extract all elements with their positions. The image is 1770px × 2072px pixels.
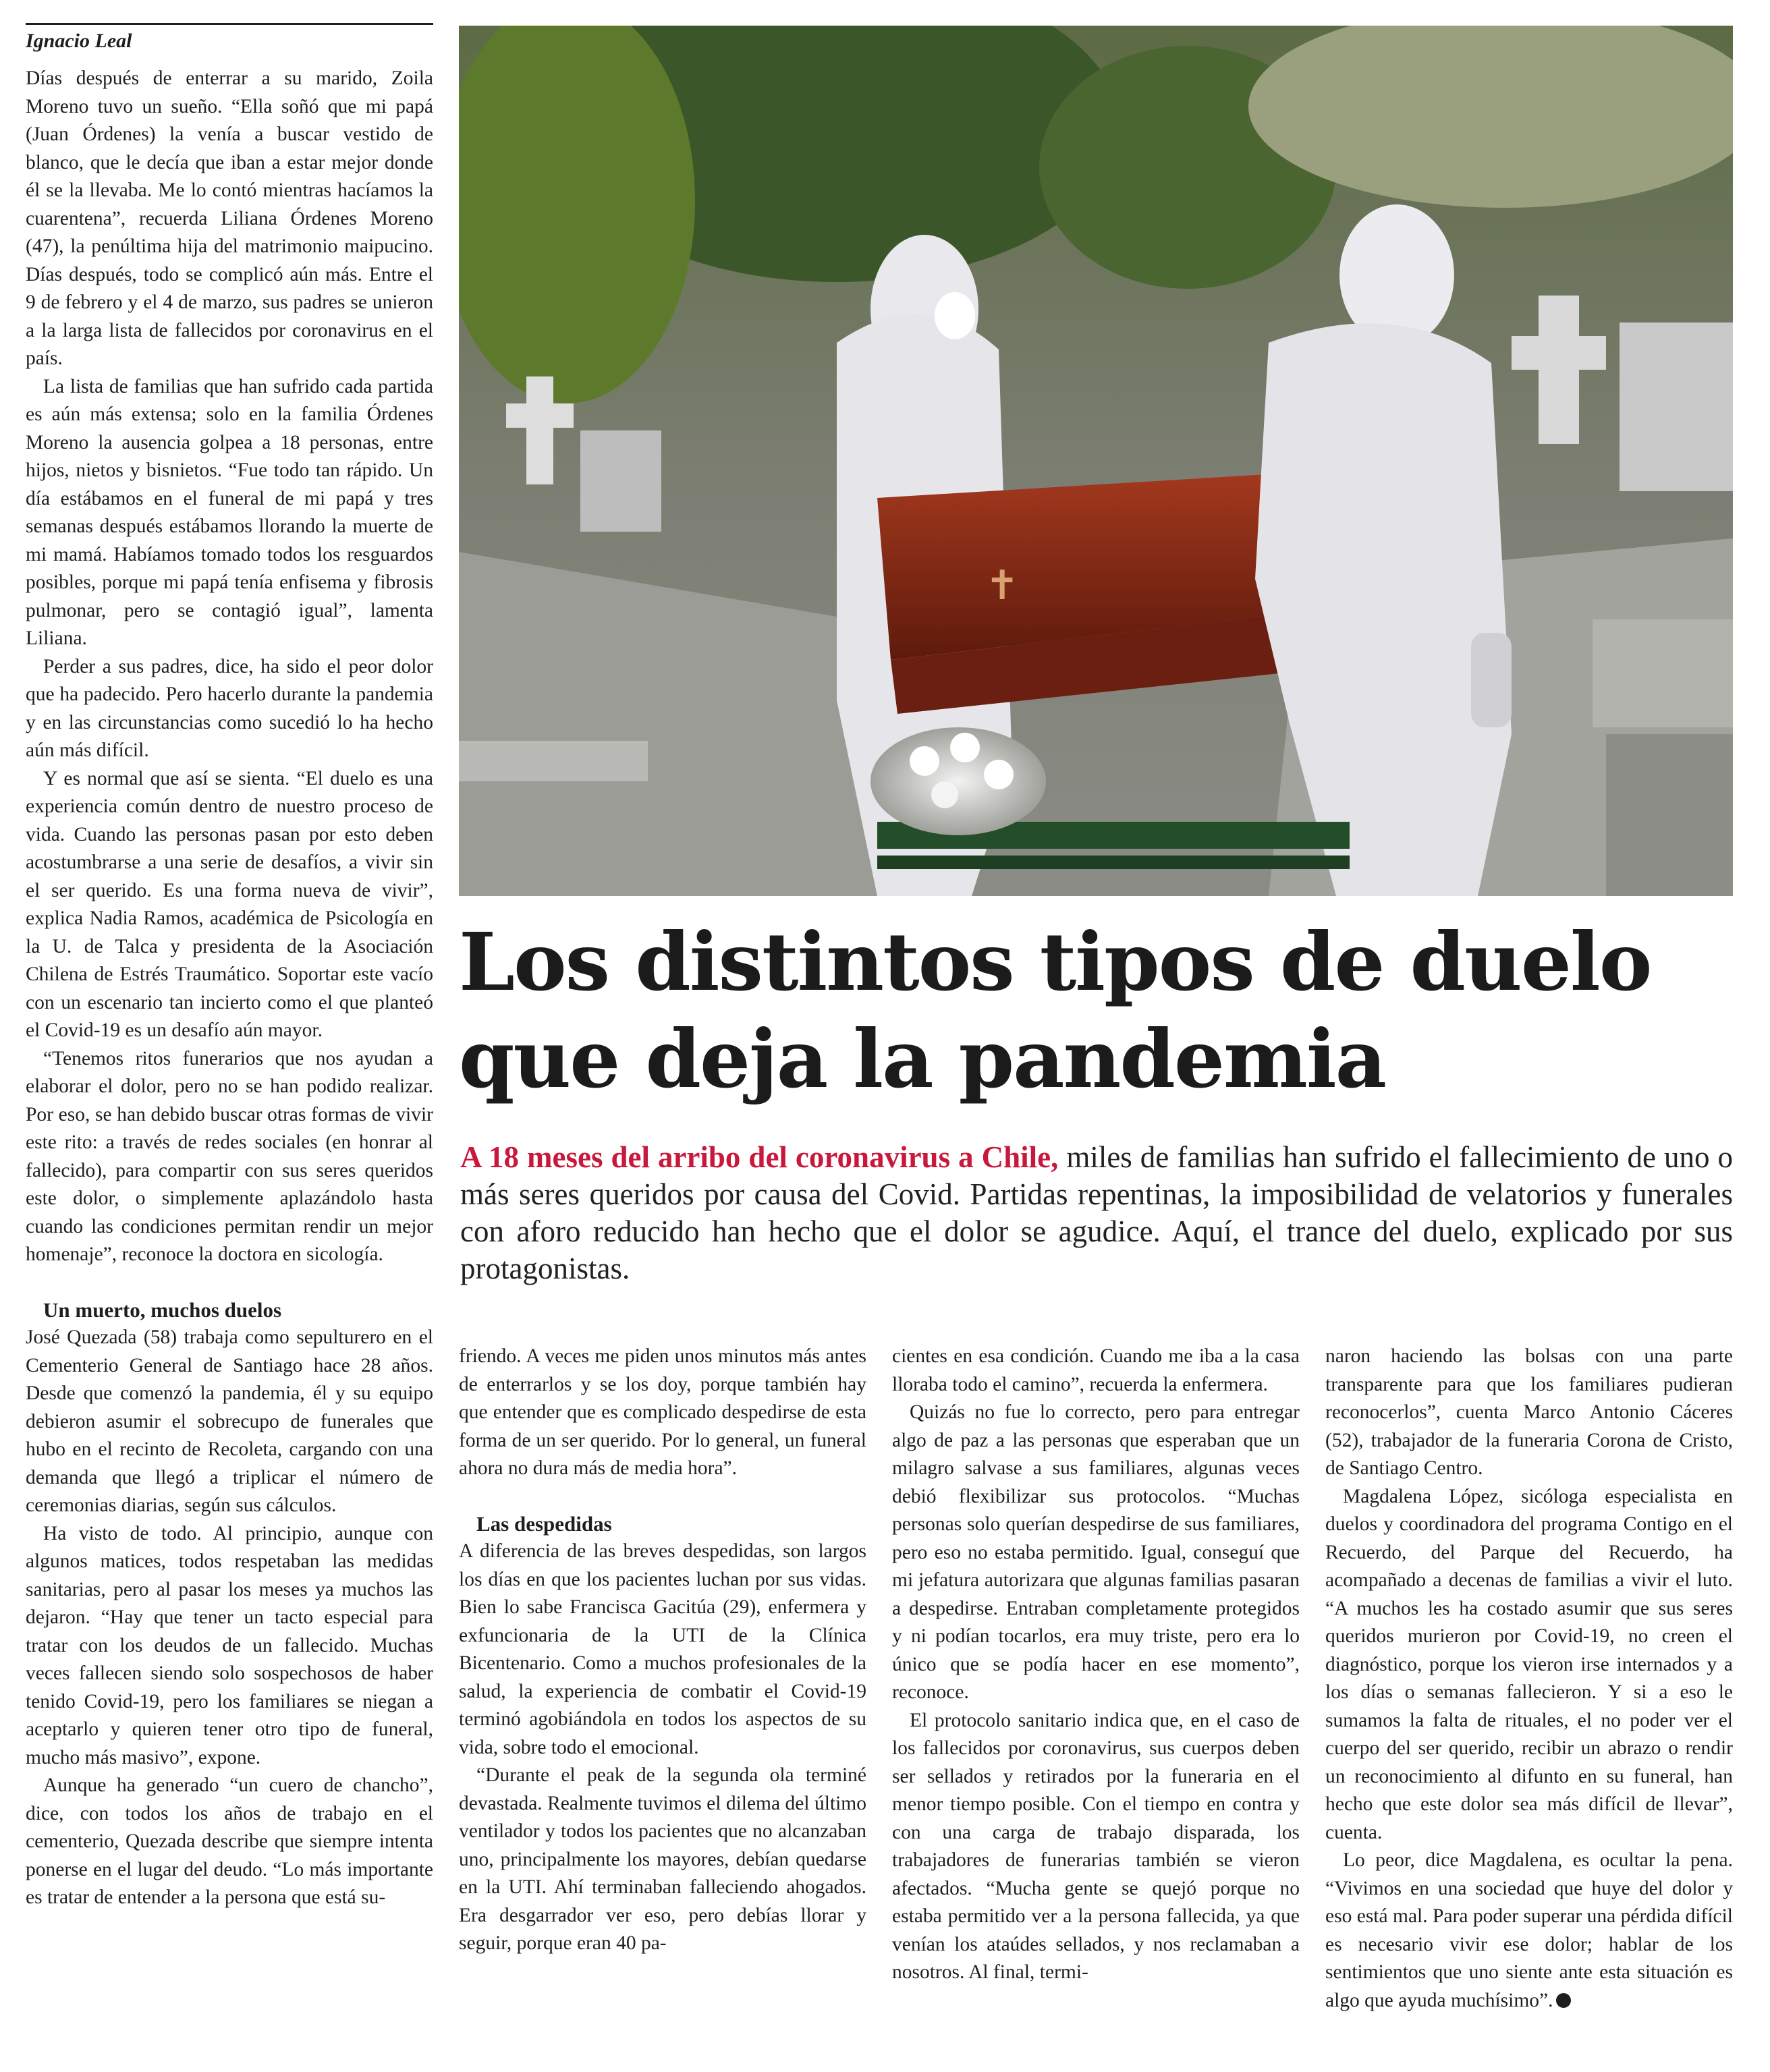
paragraph bbox=[1325, 1847, 1733, 2015]
byline-rule bbox=[26, 23, 433, 25]
subhead-un-muerto: Un muerto, muchos duelos bbox=[43, 1297, 282, 1322]
paragraph: A diferencia de las breves despedidas, son largos los días en que los pacientes luchan por sus vidas. Bien lo sabe Francisca Gacitúa (29), enfermera y exfuncionaria de la UTI de la Clínica Bicentenario. Como a muchos profesionales de la salud, la experiencia de combatir el Covid-19 terminó agobiándola en todos los aspectos de su vida, sobre todo el emocional. bbox=[459, 1540, 866, 1758]
paragraph: Aunque ha generado “un cuero de chancho”, dice, con todos los años de trabajo en el cementerio, Quezada describe que siempre intenta ponerse en el lugar del deudo. “Lo más importante es tratar de entender a la persona que está su- bbox=[26, 1774, 433, 1908]
lede-text: miles de familias han sufrido el fallecimiento de uno o más seres queridos por causa del Covid. Partidas repentinas, la imposibilidad de velatorios y funerales con aforo reducido han hecho que el dolor se agudice. Aquí, el trance del duelo, explicado por sus protagonistas. bbox=[460, 1140, 1733, 1285]
column-2 bbox=[459, 1343, 866, 1958]
paragraph: cientes en esa condición. Cuando me iba a la casa lloraba todo el camino”, recuerda la enfermera. bbox=[892, 1345, 1300, 1395]
subhead-las-despedidas: Las despedidas bbox=[476, 1511, 612, 1536]
paragraph: Magdalena López, sicóloga especialista en duelos y coordinadora del programa Contigo en el Recuerdo, del Parque del Recuerdo, ha acompañado a decenas de familias a vivir el luto. “A muchos les ha costado asumir que sus seres queridos murieron por Covid-19, no creen el diagnóstico, porque los vieron irse internados y a los días o semanas fallecieron. Y si a eso le sumamos la falta de rituales, el no poder ver el cuerpo del ser querido, recibir un abrazo o rendir un reconocimiento al difunto en su funeral, han hecho que este dolor sea más difícil de llevar”, cuenta. bbox=[1325, 1485, 1733, 1843]
paragraph: Días después de enterrar a su marido, Zoila Moreno tuvo un sueño. “Ella soñó que mi papá (Juan Órdenes) la venía a buscar vestido de blanco, que le decía que iban a estar mejor donde él se la llevaba. Me lo contó mientras hacíamos la cuarentena”, recuerda Liliana Órdenes Moreno (47), la penúltima hija del matrimonio maipucino. Días después, todo se complicó aún más. Entre el 9 de febrero y el 4 de marzo, sus padres se unieron a la larga lista de fallecidos por coronavirus en el país. bbox=[26, 67, 433, 369]
svg-text:✝: ✝ bbox=[985, 562, 1020, 609]
paragraph: naron haciendo las bolsas con una parte transparente para que los familiares pudieran reconocerlos”, cuenta Marco Antonio Cáceres (52), trabajador de la funeraria Corona de Cristo, de Santiago Centro. bbox=[1325, 1345, 1733, 1479]
column-4 bbox=[1325, 1343, 1733, 2015]
column-3 bbox=[892, 1343, 1300, 1987]
paragraph: La lista de familias que han sufrido cada partida es aún más extensa; solo en la familia Órdenes Moreno la ausencia golpea a 18 personas, entre hijos, nietos y bisnietos. “Fue todo tan rápido. Un día estábamos en el funeral de mi papá y tres semanas después estábamos llorando la muerte de mi mamá. Habíamos tomado todos los resguardos posibles, porque mi papá tenía enfisema y fibrosis pulmonar, pero se contagió igual”, lamenta Liliana. bbox=[26, 375, 433, 649]
headline-line-1: Los distintos tipos de duelo bbox=[459, 915, 1651, 1009]
headline bbox=[459, 914, 1741, 1108]
funeral-photo-illustration bbox=[459, 26, 1733, 896]
paragraph: Quizás no fue lo correcto, pero para entregar algo de paz a las personas que esperaban que un milagro salvase a sus familiares, algunas veces debió flexibilizar sus protocolos. “Muchas personas solo querían despedirse de sus familiares, pero eso no estaba permitido. Igual, conseguí que mi jefatura autorizara que algunas familias pasaran a despedirse. Entraban completamente protegidos y ni podían tocarlos, era muy triste, pero era lo único que se podía hacer en ese momento”, reconoce. bbox=[892, 1401, 1300, 1703]
paragraph: “Durante el peak de la segunda ola terminé devastada. Realmente tuvimos el dilema del último ventilador y todos los pacientes que no alcanzaban uno, principalmente los mayores, debían quedarse en la UTI. Ahí terminaban falleciendo ahogados. Era desgarrador ver eso, pero debías llorar y seguir, porque eran 40 pa- bbox=[459, 1764, 866, 1954]
paragraph: El protocolo sanitario indica que, en el caso de los fallecidos por coronavirus, sus cuerpos deben ser sellados y retirados por la funeraria en el menor tiempo posible. Con el tiempo en contra y con una carga de trabajo disparada, los trabajadores de funerarias también se vieron afectados. “Mucha gente se quejó porque no estaba permitido ver a la persona fallecida, ya que venían los ataúdes sellados, y nos reclamaban a nosotros. Al final, termi- bbox=[892, 1709, 1300, 1983]
stone-bench bbox=[459, 741, 648, 781]
paragraph: Y es normal que así se sienta. “El duelo es una experiencia común dentro de nuestro proceso de vida. Cuando las personas pasan por esto deben acostumbrarse a una serie de desafíos, a vivir sin el ser querido. Es una forma nueva de vivir”, explica Nadia Ramos, académica de Psicología en la U. de Talca y presidenta de la Asociación Chilena de Estrés Traumático. Soportar este vacío con un escenario tan incierto como el que planteó el Covid-19 es un desafío aún mayor. bbox=[26, 767, 433, 1041]
paragraph: Ha visto de todo. Al principio, aunque con algunos matices, todos respetaban las medidas sanitarias, pero al pasar los meses ya muchos las dejaron. “Hay que tener un tacto especial para tratar con los deudos de un fallecido. Muchas veces fallecen siendo solo sospechosos de haber tenido Covid-19, pero los familiares se niegan a aceptarlo y quieren tener otro tipo de funeral, mucho más masivo”, expone. bbox=[26, 1522, 433, 1768]
headline-line-2: que deja la pandemia bbox=[459, 1012, 1386, 1106]
end-of-article-dot-icon bbox=[1556, 1993, 1571, 2008]
lede bbox=[460, 1139, 1733, 1287]
paragraph: Perder a sus padres, dice, ha sido el peor dolor que ha padecido. Pero hacerlo durante la pandemia y en las circunstancias como sucedió lo ha hecho aún más difícil. bbox=[26, 655, 433, 761]
column-1 bbox=[26, 65, 433, 1912]
lede-kicker: A 18 meses del arribo del coronavirus a Chile, bbox=[460, 1140, 1059, 1174]
byline: Ignacio Leal bbox=[26, 30, 132, 52]
paragraph: José Quezada (58) trabaja como sepulturero en el Cementerio General de Santiago hace 28 años. Desde que comenzó la pandemia, él y su equipo debieron asumir el sobrecupo de funerales que hubo en el recinto de Recoleta, cargando con una demanda que llegó a triplicar el número de ceremonias diarias, según sus cálculos. bbox=[26, 1326, 433, 1516]
funeral-photo bbox=[459, 26, 1733, 896]
paragraph: friendo. A veces me piden unos minutos más antes de enterrarlos y se los doy, porque también hay que entender que es complicado despedirse de esta forma de un ser querido. Por lo general, un funeral ahora no dura más de media hora”. bbox=[459, 1345, 866, 1479]
final-paragraph-text: Lo peor, dice Magdalena, es ocultar la pena. “Vivimos en una sociedad que huye del dolor y eso está mal. Para poder superar una pérdida difícil es necesario vivir ese dolor; hablar de los sentimientos que uno siente ante esta situación es algo que ayuda muchísimo”. bbox=[1325, 1849, 1733, 2011]
paragraph: “Tenemos ritos funerarios que nos ayudan a elaborar el dolor, pero no se han podido realizar. Por eso, se han debido buscar otras formas de vivir este rito: a través de redes sociales (en honrar al fallecido), para compartir con sus seres queridos este dolor, o simplemente aplazándolo hasta cuando las condiciones permitan rendir un mejor homenaje”, reconoce la doctora en sicología. bbox=[26, 1047, 433, 1265]
